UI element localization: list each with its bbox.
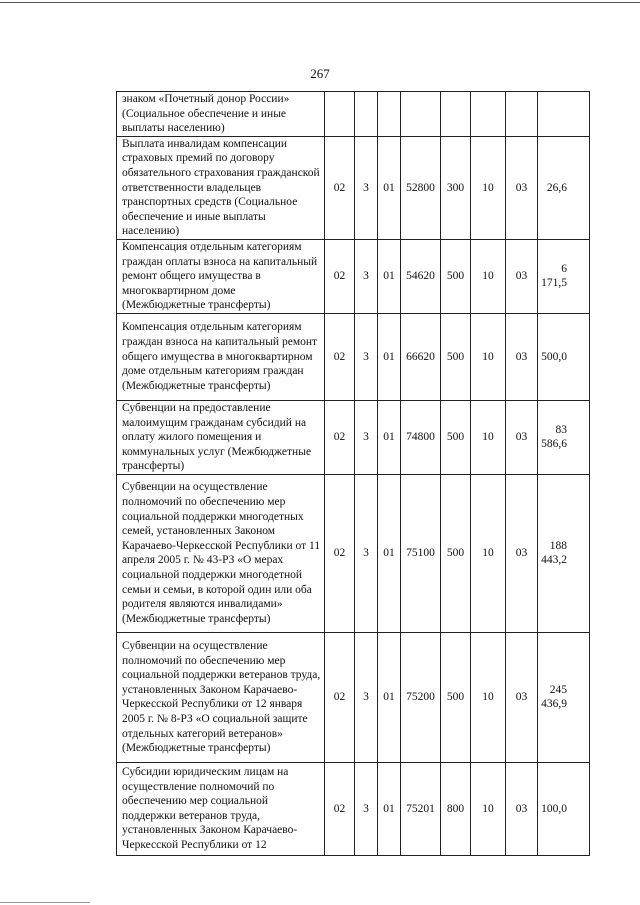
- code-section: 10: [471, 762, 506, 855]
- row-name: Субвенции на предоставление малоимущим гражданам субсидий на оплату жилого помещения и коммунальных услуг (Межбюджетные трансферты): [117, 400, 325, 474]
- code-expense-type: 300: [441, 136, 471, 239]
- row-amount: 6 171,5: [538, 239, 590, 313]
- code-section: 10: [471, 400, 506, 474]
- table-row: [117, 239, 590, 313]
- row-name: Выплата инвалидам компенсации страховых премий по договору обязательного страхования гражданской ответственности владельцев транспортных средств (Социальное обеспечение и иные выплаты населению): [117, 136, 325, 239]
- code-subprogram: [378, 92, 401, 137]
- row-name: Субвенции на осуществление полномочий по обеспечению мер социальной поддержки ветеранов труда, установленных Законом Карачаево-Черкесской Республики от 12 января 2005 г. № 8-РЗ «О социальной защите отдельных категорий ветеранов» (Межбюджетные трансферты): [117, 632, 325, 762]
- code-program: 02: [325, 136, 355, 239]
- row-amount: 100,0: [538, 762, 590, 855]
- code-subsection: 03: [506, 400, 538, 474]
- table-row: [117, 474, 590, 632]
- code-type: 3: [355, 313, 378, 400]
- code-direction: [401, 92, 441, 137]
- code-subprogram: 01: [378, 136, 401, 239]
- code-expense-type: 800: [441, 762, 471, 855]
- code-type: 3: [355, 239, 378, 313]
- code-section: 10: [471, 136, 506, 239]
- code-subprogram: 01: [378, 632, 401, 762]
- code-section: 10: [471, 632, 506, 762]
- code-type: 3: [355, 400, 378, 474]
- code-subsection: 03: [506, 313, 538, 400]
- code-expense-type: 500: [441, 632, 471, 762]
- row-amount: [538, 92, 590, 137]
- code-program: 02: [325, 632, 355, 762]
- code-section: 10: [471, 239, 506, 313]
- code-program: [325, 92, 355, 137]
- code-type: 3: [355, 474, 378, 632]
- code-program: 02: [325, 239, 355, 313]
- code-type: [355, 92, 378, 137]
- row-amount: 500,0: [538, 313, 590, 400]
- code-subprogram: 01: [378, 762, 401, 855]
- code-section: 10: [471, 474, 506, 632]
- row-amount: 188 443,2: [538, 474, 590, 632]
- table-row: [117, 313, 590, 400]
- code-subsection: 03: [506, 762, 538, 855]
- code-type: 3: [355, 762, 378, 855]
- code-direction: 52800: [401, 136, 441, 239]
- code-subsection: 03: [506, 474, 538, 632]
- row-name: Компенсация отдельным категориям граждан взноса на капитальный ремонт общего имущества в многоквартирном доме отдельным категориям граждан (Межбюджетные трансферты): [117, 313, 325, 400]
- code-subprogram: 01: [378, 400, 401, 474]
- top-scan-rule: [0, 2, 640, 3]
- row-name: Компенсация отдельным категориям граждан оплаты взноса на капитальный ремонт общего имущества в многоквартирном доме (Межбюджетные трансферты): [117, 239, 325, 313]
- code-direction: 75200: [401, 632, 441, 762]
- code-subprogram: 01: [378, 474, 401, 632]
- table-row: [117, 762, 590, 855]
- row-amount: 26,6: [538, 136, 590, 239]
- code-program: 02: [325, 762, 355, 855]
- code-expense-type: 500: [441, 400, 471, 474]
- table-row: [117, 136, 590, 239]
- code-subsection: [506, 92, 538, 137]
- code-direction: 54620: [401, 239, 441, 313]
- code-program: 02: [325, 313, 355, 400]
- code-type: 3: [355, 632, 378, 762]
- code-subsection: 03: [506, 632, 538, 762]
- row-amount: 83 586,6: [538, 400, 590, 474]
- code-expense-type: 500: [441, 313, 471, 400]
- code-direction: 66620: [401, 313, 441, 400]
- row-name: Субвенции на осуществление полномочий по обеспечению мер социальной поддержки многодетных семей, установленных Законом Карачаево-Черкесской Республики от 11 апреля 2005 г. № 43-РЗ «О мерах социальной поддержки многодетной семьи и семьи, в которой один или оба родителя являются инвалидами» (Межбюджетные трансферты): [117, 474, 325, 632]
- code-subprogram: 01: [378, 313, 401, 400]
- table-row: [117, 92, 590, 137]
- table-row: [117, 400, 590, 474]
- table-row: [117, 632, 590, 762]
- row-amount: 245 436,9: [538, 632, 590, 762]
- code-section: [471, 92, 506, 137]
- code-direction: 75201: [401, 762, 441, 855]
- code-subprogram: 01: [378, 239, 401, 313]
- code-direction: 75100: [401, 474, 441, 632]
- bottom-scan-rule: [0, 902, 90, 903]
- budget-table: [116, 91, 590, 856]
- code-section: 10: [471, 313, 506, 400]
- row-name: Субсидии юридическим лицам на осуществление полномочий по обеспечению мер социальной поддержки ветеранов труда, установленных Законом Карачаево-Черкесской Республики от 12: [117, 762, 325, 855]
- code-subsection: 03: [506, 136, 538, 239]
- code-program: 02: [325, 400, 355, 474]
- code-direction: 74800: [401, 400, 441, 474]
- code-program: 02: [325, 474, 355, 632]
- code-expense-type: 500: [441, 239, 471, 313]
- page-number: 267: [310, 66, 330, 81]
- code-expense-type: [441, 92, 471, 137]
- code-expense-type: 500: [441, 474, 471, 632]
- row-name: знаком «Почетный донор России» (Социальное обеспечение и иные выплаты населению): [117, 92, 325, 137]
- code-type: 3: [355, 136, 378, 239]
- code-subsection: 03: [506, 239, 538, 313]
